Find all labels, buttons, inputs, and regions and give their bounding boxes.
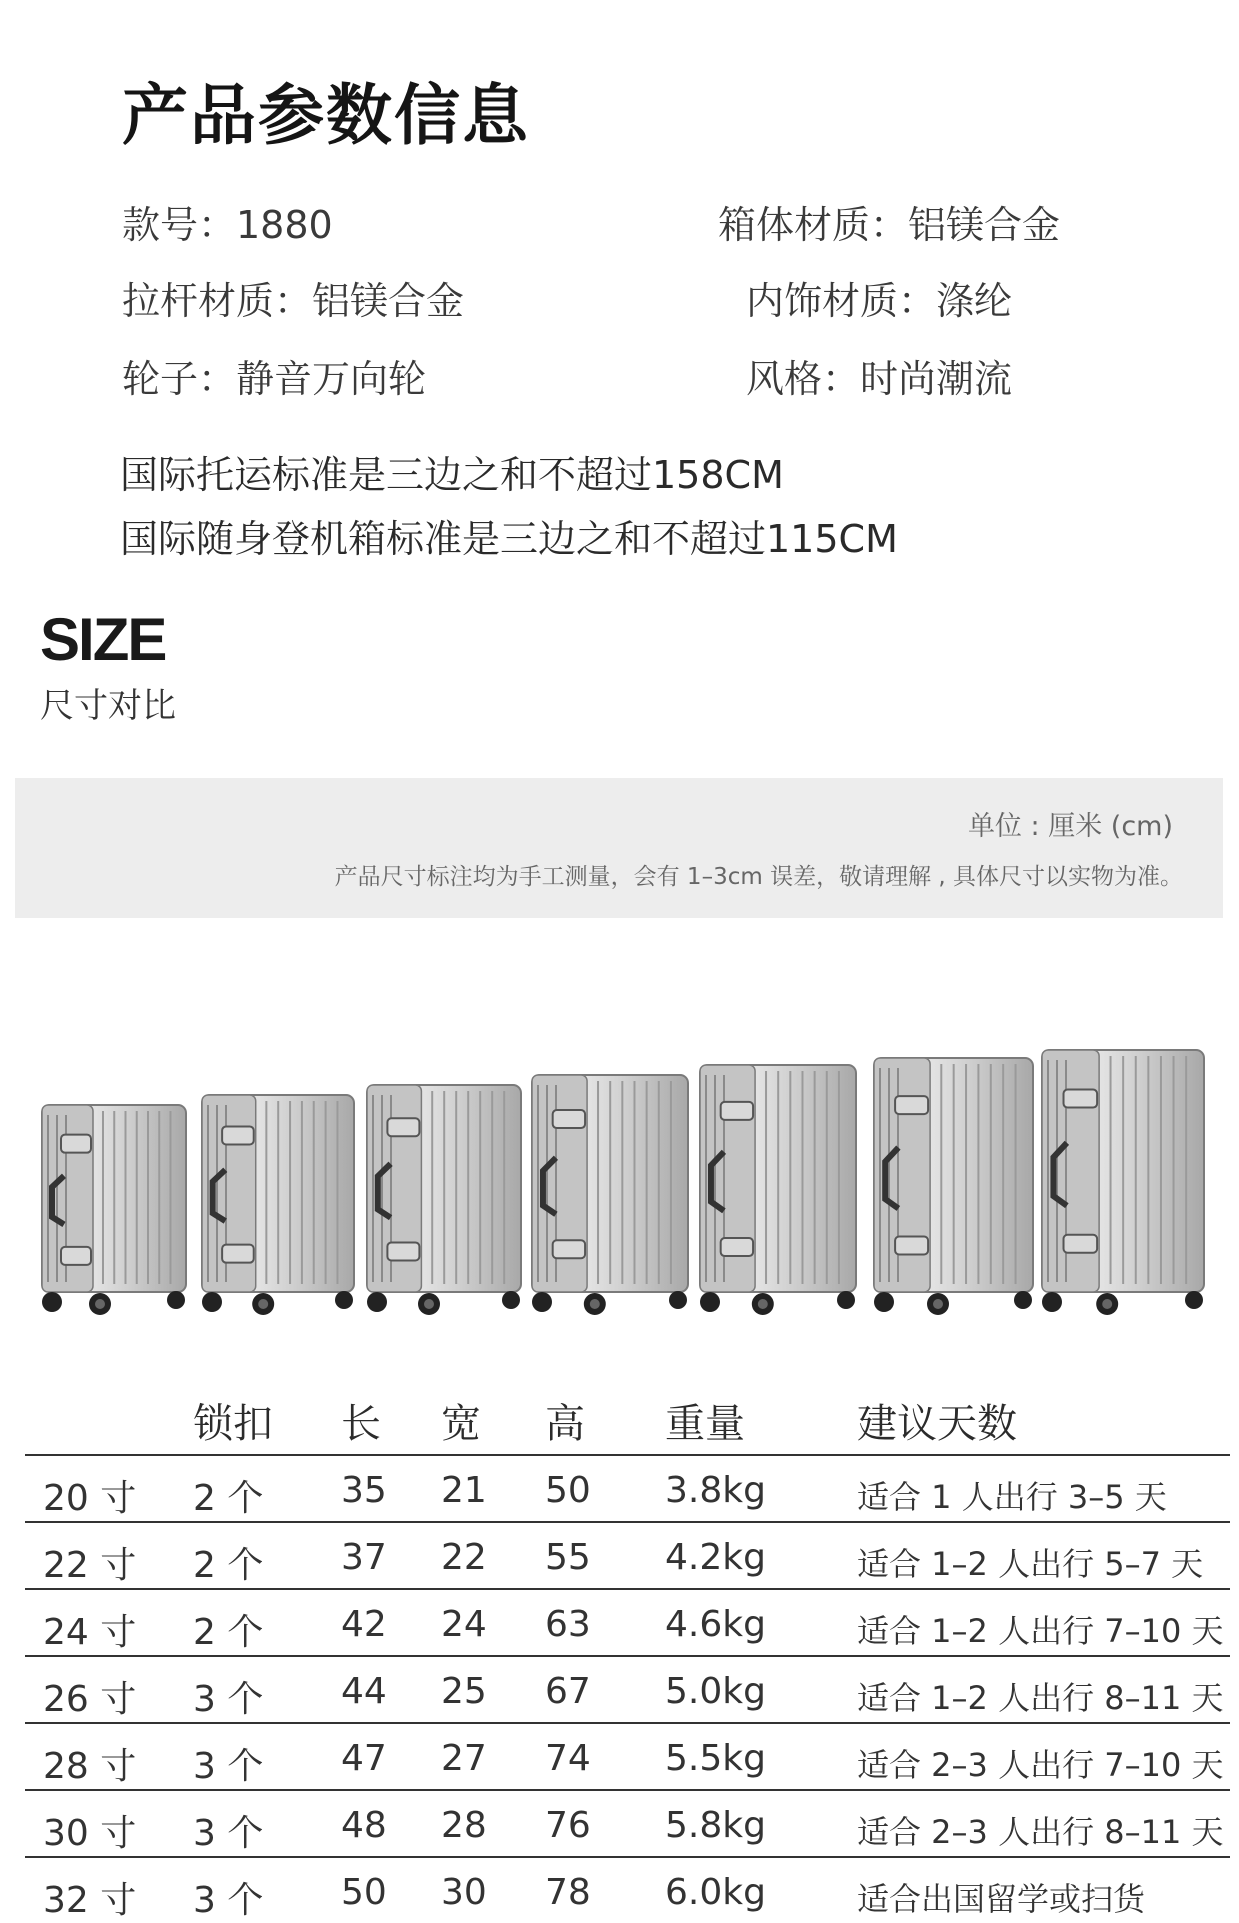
cell-height: 67	[545, 1671, 591, 1712]
spec-body-material: 箱体材质：铝镁合金	[718, 203, 1061, 247]
cell-days: 适合 1–2 人出行 7–10 天	[857, 1612, 1224, 1650]
cell-days: 适合出国留学或扫货	[857, 1880, 1146, 1918]
cell-locks: 2 个	[193, 1478, 264, 1519]
suitcase-icon	[1040, 1046, 1208, 1316]
cell-size: 28 寸	[43, 1746, 137, 1787]
col-header-length: 长	[341, 1401, 381, 1447]
cell-height: 55	[545, 1537, 591, 1578]
unit-label: 单位 : 厘米 (cm)	[967, 811, 1173, 842]
cell-length: 44	[341, 1671, 387, 1712]
cell-weight: 5.8kg	[665, 1805, 766, 1846]
cell-weight: 4.2kg	[665, 1537, 766, 1578]
cell-days: 适合 1 人出行 3–5 天	[857, 1478, 1167, 1516]
page-title: 产品参数信息	[122, 77, 530, 154]
table-header	[25, 1374, 1230, 1456]
cell-length: 42	[341, 1604, 387, 1645]
cell-locks: 3 个	[193, 1679, 264, 1720]
table-row	[25, 1657, 1230, 1724]
cell-height: 78	[545, 1872, 591, 1913]
cell-weight: 3.8kg	[665, 1470, 766, 1511]
suitcase-icon	[530, 1071, 692, 1316]
cell-size: 30 寸	[43, 1813, 137, 1854]
spec-model: 款号：1880	[122, 203, 333, 247]
cell-locks: 3 个	[193, 1813, 264, 1854]
table-row	[25, 1456, 1230, 1523]
table-row	[25, 1523, 1230, 1590]
cell-locks: 2 个	[193, 1545, 264, 1586]
size-table	[25, 1374, 1230, 1923]
cell-weight: 5.0kg	[665, 1671, 766, 1712]
cell-length: 50	[341, 1872, 387, 1913]
cell-size: 22 寸	[43, 1545, 137, 1586]
cell-weight: 4.6kg	[665, 1604, 766, 1645]
cell-width: 22	[441, 1537, 487, 1578]
cell-locks: 2 个	[193, 1612, 264, 1653]
cell-width: 25	[441, 1671, 487, 1712]
col-header-width: 宽	[441, 1401, 481, 1447]
cell-height: 74	[545, 1738, 591, 1779]
cell-height: 50	[545, 1470, 591, 1511]
col-header-locks: 锁扣	[193, 1401, 273, 1447]
cell-weight: 5.5kg	[665, 1738, 766, 1779]
spec-lining-material: 内饰材质：涤纶	[746, 279, 1013, 323]
table-row	[25, 1724, 1230, 1791]
spec-handle-material: 拉杆材质：铝镁合金	[122, 279, 465, 323]
spec-style: 风格：时尚潮流	[746, 357, 1013, 401]
suitcase-lineup-image	[40, 1030, 1220, 1330]
cell-size: 26 寸	[43, 1679, 137, 1720]
measurement-disclaimer: 产品尺寸标注均为手工测量，会有 1–3cm 误差，敬请理解 , 具体尺寸以实物为准。	[334, 864, 1183, 890]
cell-width: 28	[441, 1805, 487, 1846]
cell-length: 37	[341, 1537, 387, 1578]
cell-width: 24	[441, 1604, 487, 1645]
note-carry-on: 国际随身登机箱标准是三边之和不超过115CM	[120, 517, 898, 561]
cell-height: 63	[545, 1604, 591, 1645]
col-header-weight: 重量	[665, 1401, 745, 1447]
col-header-days: 建议天数	[857, 1401, 1017, 1447]
cell-days: 适合 2–3 人出行 7–10 天	[857, 1746, 1224, 1784]
table-row	[25, 1791, 1230, 1858]
suitcase-icon	[365, 1081, 525, 1316]
cell-length: 48	[341, 1805, 387, 1846]
suitcase-icon	[872, 1054, 1037, 1316]
suitcase-icon	[40, 1101, 190, 1316]
cell-height: 76	[545, 1805, 591, 1846]
note-checked-baggage: 国际托运标准是三边之和不超过158CM	[120, 453, 784, 497]
table-row	[25, 1590, 1230, 1657]
size-heading: SIZE	[40, 606, 166, 673]
col-header-height: 高	[545, 1401, 585, 1447]
table-row	[25, 1858, 1230, 1923]
cell-days: 适合 2–3 人出行 8–11 天	[857, 1813, 1224, 1851]
cell-width: 30	[441, 1872, 487, 1913]
cell-length: 47	[341, 1738, 387, 1779]
cell-size: 24 寸	[43, 1612, 137, 1653]
cell-size: 32 寸	[43, 1880, 137, 1921]
cell-days: 适合 1–2 人出行 5–7 天	[857, 1545, 1204, 1583]
cell-locks: 3 个	[193, 1746, 264, 1787]
size-subheading: 尺寸对比	[40, 686, 176, 726]
suitcase-icon	[200, 1091, 358, 1316]
cell-weight: 6.0kg	[665, 1872, 766, 1913]
cell-width: 21	[441, 1470, 487, 1511]
cell-length: 35	[341, 1470, 387, 1511]
spec-wheels: 轮子：静音万向轮	[122, 357, 427, 401]
cell-locks: 3 个	[193, 1880, 264, 1921]
suitcase-icon	[698, 1061, 860, 1316]
measurement-notice-banner	[15, 778, 1223, 918]
cell-days: 适合 1–2 人出行 8–11 天	[857, 1679, 1224, 1717]
cell-size: 20 寸	[43, 1478, 137, 1519]
cell-width: 27	[441, 1738, 487, 1779]
